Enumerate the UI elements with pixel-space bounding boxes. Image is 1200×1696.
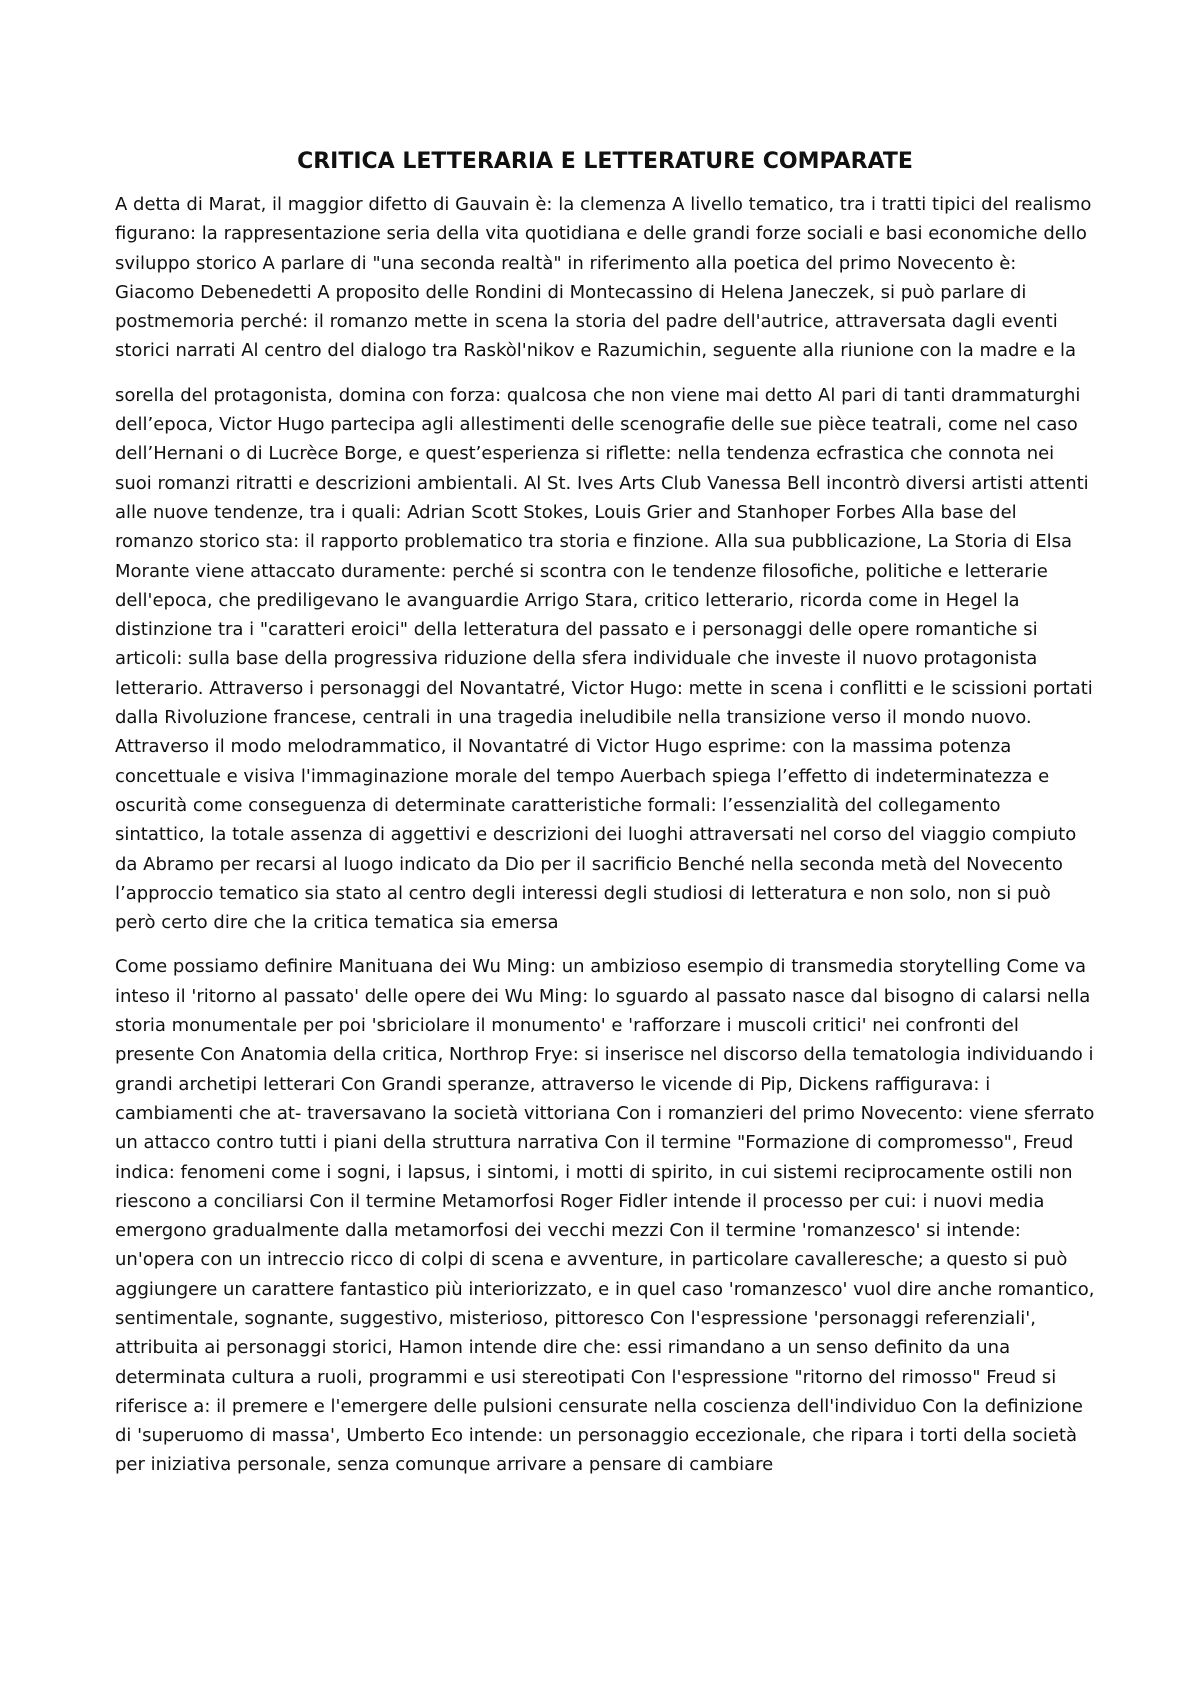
paragraph-2: sorella del protagonista, domina con forza: qualcosa che non viene mai detto Al pari di tanti drammaturghi dell’epoca, Victor Hugo partecipa agli allestimenti delle scenografie delle sue pièce teatrali, come nel caso dell’Hernani o di Lucrèce Borge, e quest’esperienza si riflette: nella tendenza ecfrastica che connota nei suoi romanzi ritratti e descrizioni ambientali. Al St. Ives Arts Club Vanessa Bell incontrò diversi artisti attenti alle nuove tendenze, tra i quali: Adrian Scott Stokes, Louis Grier and Stanhoper Forbes Alla base del romanzo storico sta: il rapporto problematico tra storia e finzione. Alla sua pubblicazione, La Storia di Elsa Morante viene attaccato duramente: perché si scontra con le tendenze filosofiche, politiche e letterarie dell'epoca, che prediligevano le avanguardie Arrigo Stara, critico letterario, ricorda come in Hegel la distinzione tra i "caratteri eroici" della letteratura del passato e i personaggi delle opere romantiche si articoli: sulla base della progressiva riduzione della sfera individuale che investe il nuovo protagonista letterario. Attraverso i personaggi del Novantatré, Victor Hugo: mette in scena i conflitti e le scissioni portati dalla Rivoluzione francese, centrali in una tragedia ineludibile nella transizione verso il mondo nuovo. Attraverso il modo melodrammatico, il Novantatré di Victor Hugo esprime: con la massima potenza concettuale e visiva l'immaginazione morale del tempo Auerbach spiega l’effetto di indeterminatezza e oscurità come conseguenza di determinate caratteristiche formali: l’essenzialità del collegamento sintattico, la totale assenza di aggettivi e descrizioni dei luoghi attraversati nel corso del viaggio compiuto da Abramo per recarsi al luogo indicato da Dio per il sacrificio Benché nella seconda metà del Novecento l’approccio tematico sia stato al centro degli interessi degli studiosi di letteratura e non solo, non si può però certo dire che la critica tematica sia emersa (115, 384, 1093, 934)
document-body (115, 148, 1095, 1495)
paragraph-3: Come possiamo definire Manituana dei Wu Ming: un ambizioso esempio di transmedia storytelling Come va inteso il 'ritorno al passato' delle opere dei Wu Ming: lo sguardo al passato nasce dal bisogno di calarsi nella storia monumentale per poi 'sbriciolare il monumento' e 'rafforzare i muscoli critici' nei confronti del presente Con Anatomia della critica, Northrop Frye: si inserisce nel discorso della tematologia individuando i grandi archetipi letterari Con Grandi speranze, attraverso le vicende di Pip, Dickens raffigurava: i cambiamenti che at- traversavano la società vittoriana Con i romanzieri del primo Novecento: viene sferrato un attacco contro tutti i piani della struttura narrativa Con il termine "Formazione di compromesso", Freud indica: fenomeni come i sogni, i lapsus, i sintomi, i motti di spirito, in cui sistemi reciprocamente ostili non riescono a conciliarsi Con il termine Metamorfosi Roger Fidler intende il processo per cui: i nuovi media emergono gradualmente dalla metamorfosi dei vecchi mezzi Con il termine 'romanzesco' si intende: un'opera con un intreccio ricco di colpi di scena e avventure, in particolare cavalleresche; a questo si può aggiungere un carattere fantastico più interiorizzato, e in quel caso 'romanzesco' vuol dire anche romantico, sentimentale, sognante, suggestivo, misterioso, pittoresco Con l'espressione 'personaggi referenziali', attribuita ai personaggi storici, Hamon intende dire che: essi rimandano a un senso definito da una determinata cultura a ruoli, programmi e usi stereotipati Con l'espressione "ritorno del rimosso" Freud si riferisce a: il premere e l'emergere delle pulsioni censurate nella coscienza dell'individuo Con la definizione di 'superuomo di massa', Umberto Eco intende: un personaggio eccezionale, che ripara i torti della società per iniziativa personale, senza comunque arrivare a pensare di cambiare (115, 956, 1095, 1476)
document-title: CRITICA LETTERARIA E LETTERATURE COMPARATE (297, 149, 913, 174)
paragraph-1: A detta di Marat, il maggior difetto di Gauvain è: la clemenza A livello tematico, tra i tratti tipici del realismo figurano: la rappresentazione seria della vita quotidiana e delle grandi forze sociali e basi economiche dello sviluppo storico A parlare di "una seconda realtà" in riferimento alla poetica del primo Novecento è: Giacomo Debenedetti A proposito delle Rondini di Montecassino di Helena Janeczek, si può parlare di postmemoria perché: il romanzo mette in scena la storia del padre dell'autrice, attraversata dagli eventi storici narrati Al centro del dialogo tra Raskòl'nikov e Razumichin, seguente alla riunione con la madre e la (115, 194, 1092, 362)
